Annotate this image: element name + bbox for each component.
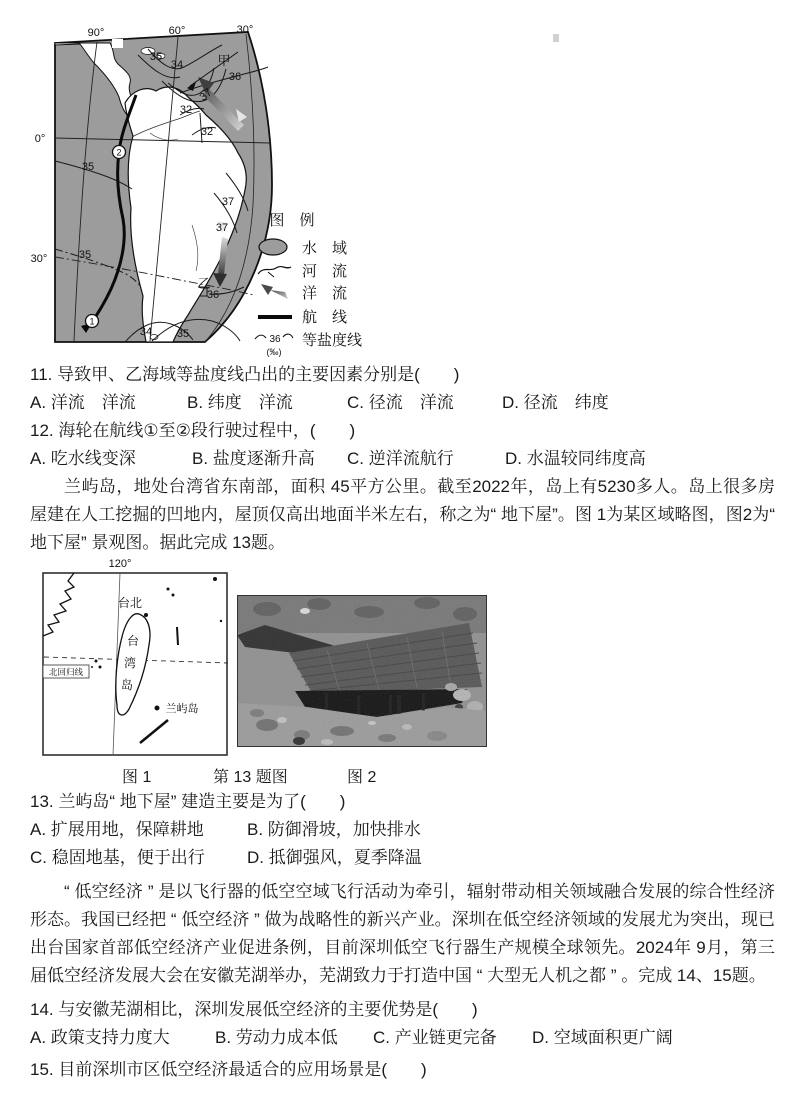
lanyu-island-dot (155, 706, 160, 711)
question-stem: 12. 海轮在航线①至②段行驶过程中，( ) (30, 421, 356, 440)
option-d: D. 水温较同纬度高 (505, 449, 646, 468)
svg-text:37: 37 (215, 222, 229, 234)
option-a: A. 政策支持力度大 (30, 1028, 170, 1047)
legend-isohaline-label: 等盐度线 (302, 332, 363, 349)
legend-river-icon-branch (268, 272, 274, 277)
option-c: C. 稳固地基，便于出行 (30, 848, 205, 867)
question-15 (30, 1056, 775, 1084)
option-a: A. 洋流 洋流 (30, 393, 136, 412)
small-island-dot (167, 588, 170, 591)
option-c: C. 产业链更完备 (373, 1028, 497, 1047)
svg-text:34: 34 (139, 326, 153, 338)
figure-13-row (30, 557, 775, 764)
svg-text:35: 35 (81, 161, 95, 173)
option-b: B. 防御滑坡，加快排水 (247, 820, 421, 839)
svg-text:36: 36 (206, 289, 220, 301)
green-island-mark (177, 627, 178, 645)
small-island-dot (213, 577, 217, 581)
south-america-salinity-map (30, 25, 420, 361)
option-a: A. 扩展用地，保障耕地 (30, 820, 204, 839)
caption-fig1: 图 1 (122, 769, 152, 786)
lon-label: 90° (87, 27, 105, 39)
legend-route-label: 航 线 (302, 309, 348, 326)
taipei-label: 台北 (117, 596, 143, 610)
island-name-char: 台 (126, 634, 140, 648)
question-11 (30, 361, 775, 417)
sea-label-yi: 乙 (197, 276, 211, 291)
lon-label: 30° (236, 25, 254, 36)
option-a: A. 吃水线变深 (30, 449, 136, 468)
tropic-label: 北回归线 (48, 667, 84, 677)
svg-text:37: 37 (197, 86, 215, 104)
option-b: B. 纬度 洋流 (187, 393, 293, 412)
legend-isohaline-icon (283, 334, 293, 338)
map-legend (255, 212, 362, 357)
taipei-dot (144, 613, 148, 617)
lon-label: 60° (168, 25, 186, 37)
salinity-map-figure (30, 25, 775, 361)
option-b: B. 盐度逐渐升高 (192, 449, 315, 468)
caption-title: 第 13 题图 (213, 769, 288, 786)
lat-label: 0° (34, 133, 46, 145)
question-stem: 11. 导致甲、乙海域等盐度线凸出的主要因素分别是( ) (30, 365, 460, 384)
sea-label-jia: 甲 (217, 53, 231, 68)
options-row (30, 445, 775, 473)
legend-water-icon (259, 239, 287, 255)
legend-current-label: 洋 流 (302, 285, 348, 302)
options-grid (30, 816, 775, 872)
legend-river-icon (258, 267, 291, 274)
route-point-1 (86, 315, 99, 328)
underground-house-photo (237, 595, 487, 747)
lon-label-120: 120° (108, 558, 132, 570)
option-c: C. 径流 洋流 (347, 393, 454, 412)
taiwan-map-figure (40, 557, 235, 764)
lanyu-label: 兰屿岛 (165, 703, 199, 715)
legend-water-label: 水 域 (302, 240, 348, 257)
option-c: C. 逆洋流航行 (347, 449, 454, 468)
question-stem: 14. 与安徽芜湖相比，深圳发展低空经济的主要优势是( ) (30, 1000, 478, 1019)
island-name-char: 湾 (123, 656, 137, 670)
question-13 (30, 788, 775, 872)
option-d: D. 径流 纬度 (502, 393, 609, 412)
question-14 (30, 996, 775, 1052)
svg-text:35: 35 (149, 51, 163, 63)
figure-captions (30, 764, 775, 788)
question-stem: 13. 兰屿岛“ 地下屋” 建造主要是为了( ) (30, 792, 346, 811)
svg-text:37: 37 (221, 196, 235, 208)
legend-isohaline-icon (255, 335, 266, 339)
svg-text:1: 1 (89, 316, 95, 327)
svg-text:32: 32 (179, 104, 193, 116)
svg-text:2: 2 (116, 147, 122, 158)
options-row (30, 389, 775, 417)
option-d: D. 抵御强风，夏季降温 (247, 848, 422, 867)
passage-low-altitude-economy: “ 低空经济 ” 是以飞行器的低空空域飞行活动为牵引，辐射带动相关领域融合发展的综合性经济形态。我国已经把 “ 低空经济 ” 做为战略性的新兴产业。深圳在低空经济领域的发展尤为突出，现已出台国家首部低空经济产业促进条例，目前深圳低空飞行器生产规模全球领先。2024年 9月，第三届低空经济发展大会在安徽芜湖举办，芜湖致力于打造中国 “ 大型无人机之都 ” 。完成 14、15题。 (30, 882, 775, 985)
options-row (30, 1024, 775, 1052)
route-point-2 (113, 146, 126, 159)
legend-current-icon-shaft (270, 290, 288, 299)
penghu-island-dot (91, 666, 93, 668)
svg-text:36: 36 (228, 71, 242, 83)
legend-isohaline-value: 36 (269, 334, 281, 345)
option-d: D. 空域面积更广阔 (532, 1028, 673, 1047)
question-stem: 15. 目前深圳市区低空经济最适合的应用场景是( ) (30, 1060, 427, 1079)
taiwan-region-map (40, 557, 235, 759)
small-island-dot (172, 594, 175, 597)
svg-text:34: 34 (170, 59, 184, 71)
legend-current-icon-head (261, 284, 273, 295)
svg-text:35: 35 (78, 249, 92, 261)
legend-river-label: 河 流 (302, 263, 348, 280)
underground-house-photo-figure (237, 595, 487, 752)
caption-fig2: 图 2 (347, 769, 377, 786)
legend-isohaline-unit: (‰) (266, 347, 282, 357)
question-12 (30, 417, 775, 473)
penghu-island-dot (95, 660, 98, 663)
land-notch (112, 39, 123, 48)
lat-label: 30° (30, 253, 48, 265)
penghu-island-dot (99, 666, 102, 669)
svg-text:35: 35 (176, 328, 190, 340)
island-name-char: 岛 (120, 678, 134, 692)
legend-title: 图 例 (269, 212, 315, 229)
small-island-dot (220, 620, 222, 622)
svg-text:32: 32 (200, 126, 214, 138)
photo-grain-overlay (237, 595, 487, 747)
passage-lanyu: 兰屿岛，地处台湾省东南部，面积 45平方公里。截至2022年，岛上有5230多人。岛上很多房屋建在人工挖掘的凹地内，屋顶仅高出地面半米左右，称之为“ 地下屋”。图 1为某区域略图，图2为“ 地下屋” 景观图。据此完成 13题。 (30, 477, 775, 552)
option-b: B. 劳动力成本低 (215, 1028, 338, 1047)
